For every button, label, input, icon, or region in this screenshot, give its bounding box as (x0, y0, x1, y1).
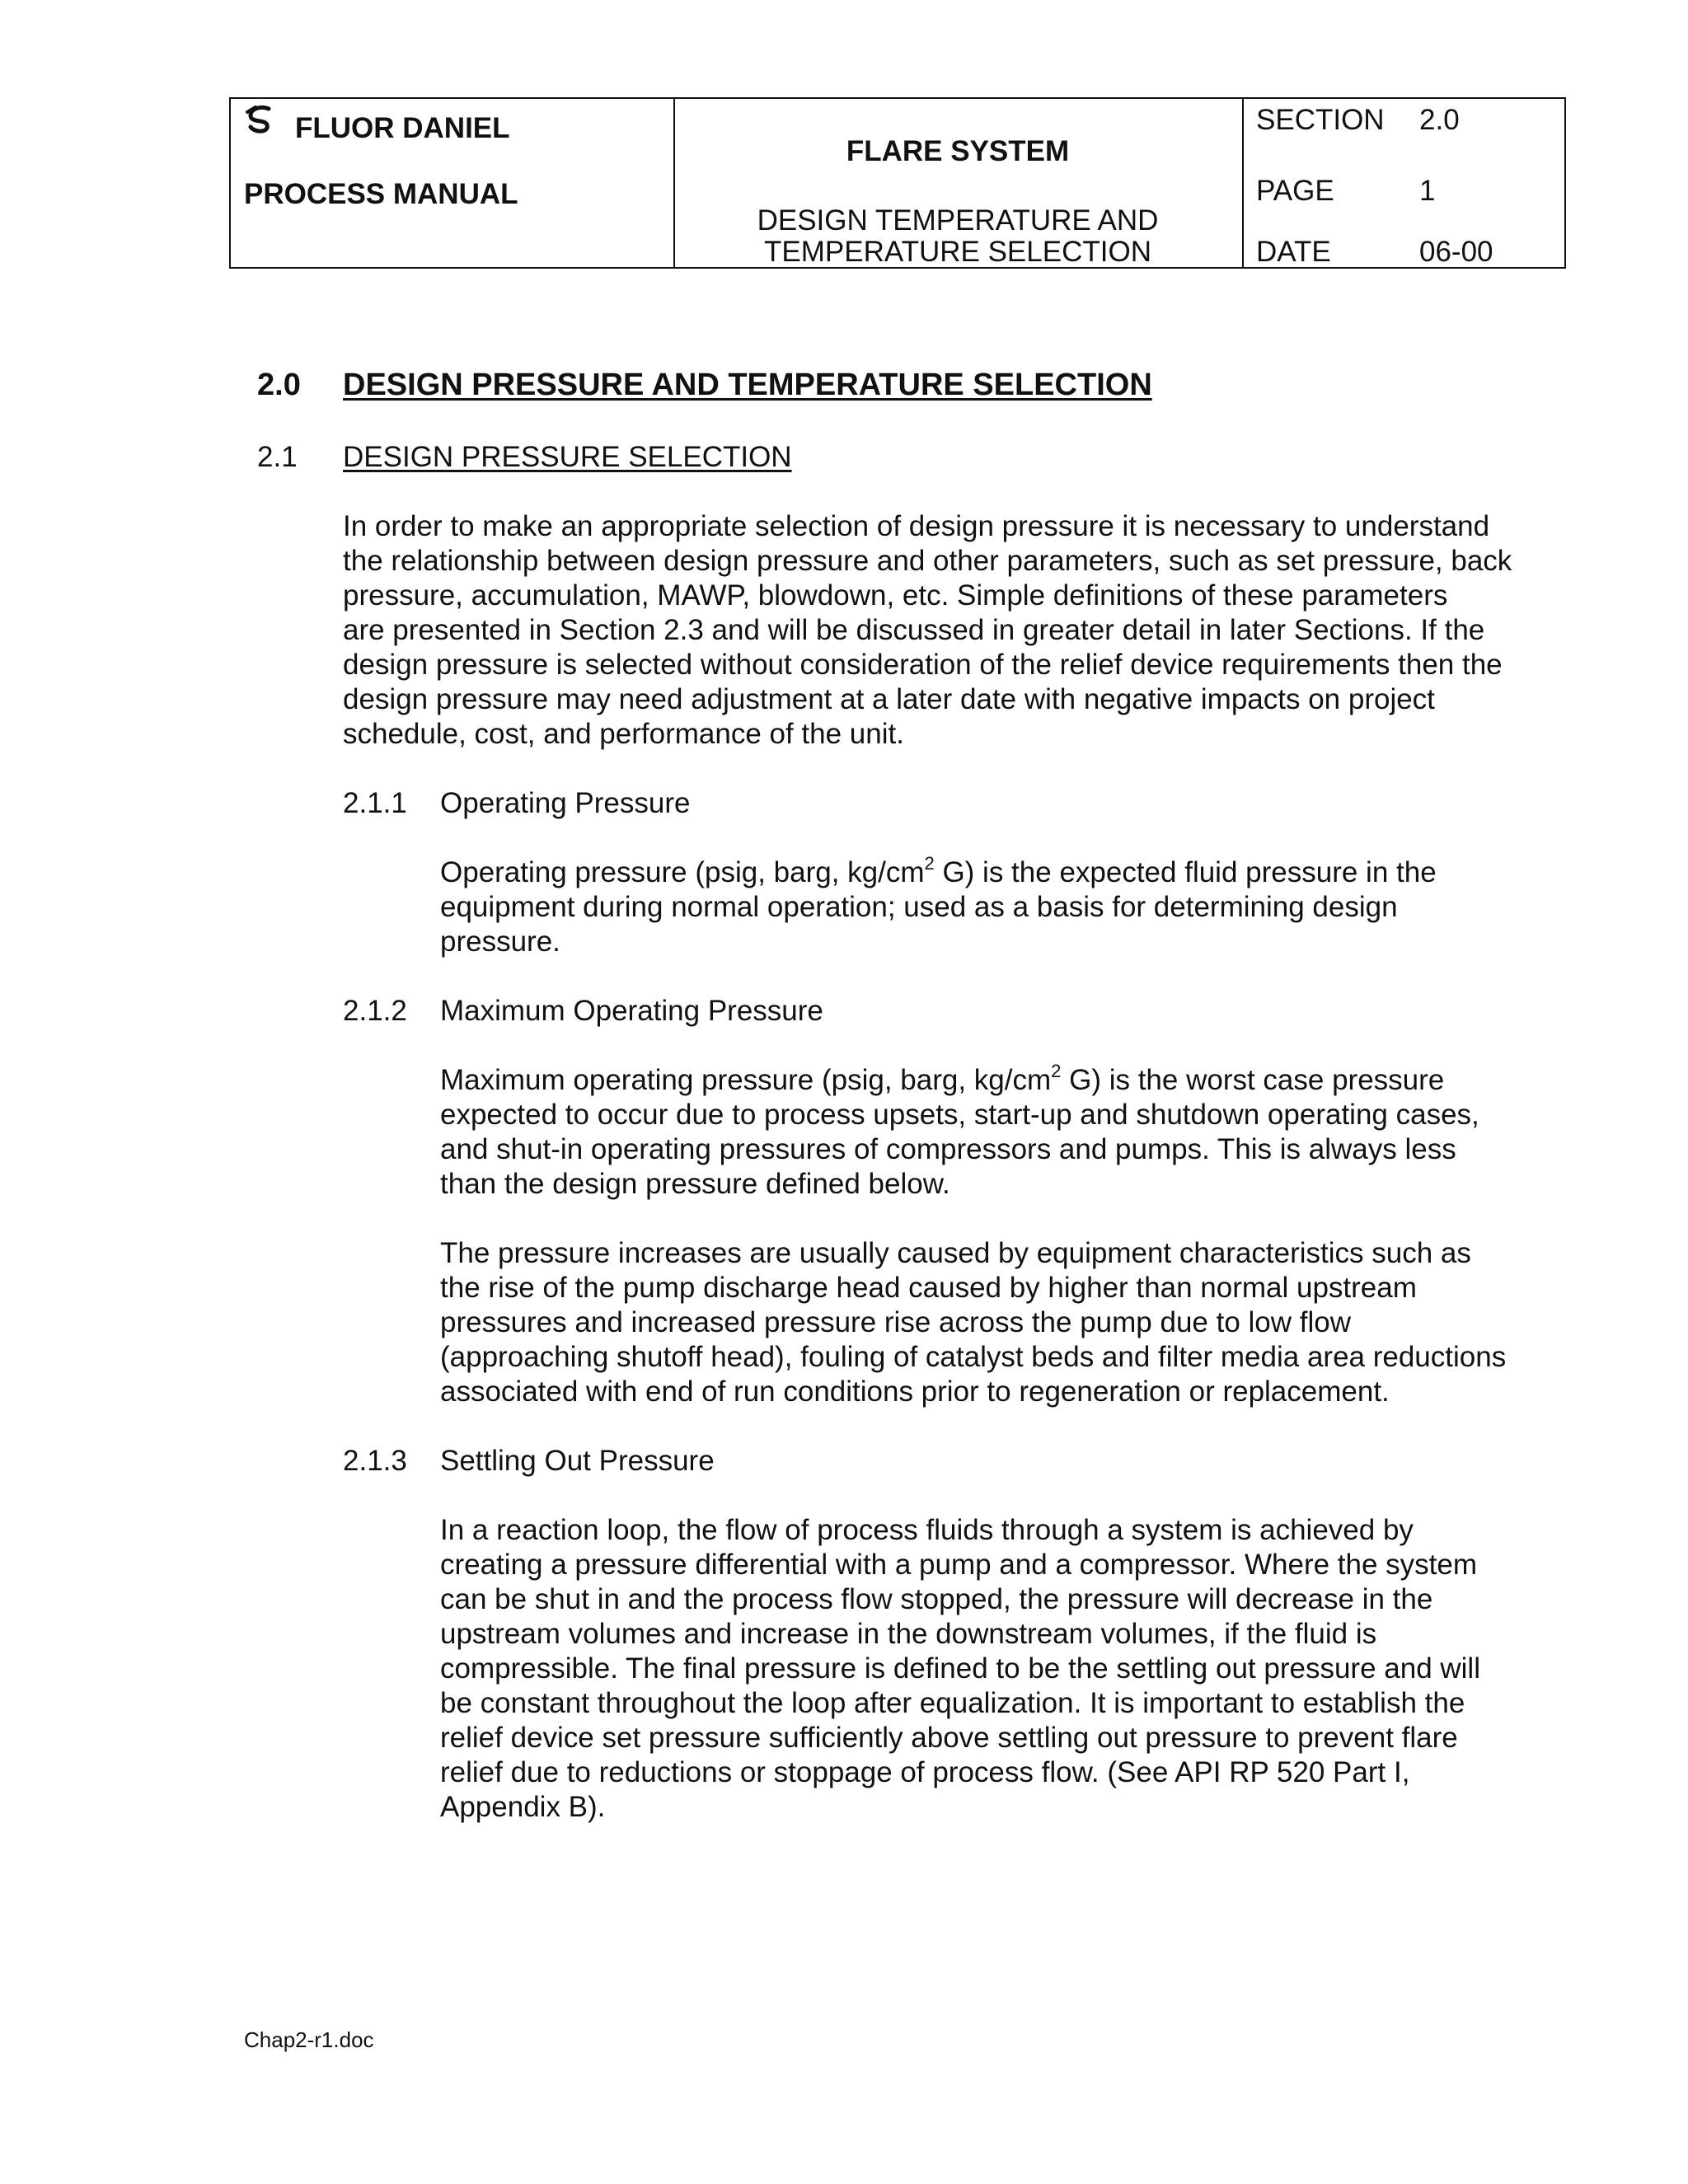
header-divider-2 (1242, 99, 1244, 267)
paragraph-line: design pressure may need adjustment at a later date with negative impacts on project (343, 683, 1435, 715)
paragraph-line: expected to occur due to process upsets, start-up and shutdown operating cases, (440, 1099, 1479, 1131)
item-number-2-1-2: 2.1.2 (343, 995, 407, 1027)
paragraph-line: the relationship between design pressure and other parameters, such as set pressure, back (343, 545, 1512, 577)
manual-name: PROCESS MANUAL (244, 178, 518, 210)
document-subtitle-line-1: DESIGN TEMPERATURE AND (757, 204, 1159, 237)
paragraph-line: In a reaction loop, the flow of process fluids through a system is achieved by (440, 1514, 1414, 1546)
fluor-daniel-logo-icon (244, 104, 277, 137)
item-title-maximum-operating-pressure: Maximum Operating Pressure (440, 995, 823, 1027)
paragraph-line: design pressure is selected without consideration of the relief device requirements then the (343, 649, 1503, 681)
paragraph-line: associated with end of run conditions prior to regeneration or replacement. (440, 1376, 1390, 1408)
paragraph-line: creating a pressure differential with a pump and a compressor. Where the system (440, 1549, 1478, 1581)
paragraph-line: In order to make an appropriate selection of design pressure it is necessary to understand (343, 510, 1490, 542)
paragraph-line: the rise of the pump discharge head caused by higher than normal upstream (440, 1272, 1417, 1304)
date-label: DATE (1256, 236, 1331, 268)
operating-pressure-paragraph (440, 855, 1437, 959)
section-label: SECTION (1256, 104, 1385, 136)
paragraph-line: can be shut in and the process flow stopped, the pressure will decrease in the (440, 1583, 1433, 1615)
intro-paragraph (343, 509, 1512, 752)
company-name: FLUOR DANIEL (295, 112, 510, 144)
paragraph-line: pressure. (440, 926, 560, 958)
item-title-settling-out-pressure: Settling Out Pressure (440, 1445, 715, 1477)
section-number: 2.0 (257, 368, 301, 402)
item-number-2-1-3: 2.1.3 (343, 1445, 407, 1477)
paragraph-line: Maximum operating pressure (psig, barg, $kg/cm^2$ G) is the worst case pressure (440, 1061, 1445, 1096)
subsection-number: 2.1 (257, 441, 298, 473)
page-label: PAGE (1256, 175, 1334, 207)
paragraph-line: than the design pressure defined below. (440, 1168, 950, 1200)
paragraph-line: Operating pressure (psig, barg, $kg/cm^2$ G) is the expected fluid pressure in the (440, 853, 1437, 888)
paragraph-line: Appendix B). (440, 1791, 606, 1823)
date-value: 06-00 (1419, 236, 1493, 268)
paragraph-line: pressure, accumulation, MAWP, blowdown, etc. Simple definitions of these parameters (343, 579, 1448, 612)
document-title: FLARE SYSTEM (846, 135, 1070, 167)
pressure-increase-paragraph (440, 1236, 1506, 1409)
section-value: 2.0 (1419, 104, 1460, 136)
settling-out-pressure-paragraph (440, 1513, 1480, 1825)
paragraph-line: schedule, cost, and performance of the unit. (343, 718, 904, 750)
paragraph-line: be constant throughout the loop after equalization. It is important to establish the (440, 1687, 1465, 1719)
paragraph-line: equipment during normal operation; used as a basis for determining design (440, 891, 1398, 923)
paragraph-line: are presented in Section 2.3 and will be discussed in greater detail in later Sections. If the (343, 614, 1485, 646)
paragraph-line: The pressure increases are usually caused by equipment characteristics such as (440, 1237, 1471, 1269)
section-title: DESIGN PRESSURE AND TEMPERATURE SELECTION (343, 368, 1152, 402)
paragraph-line: relief due to reductions or stoppage of process flow. (See API RP 520 Part I, (440, 1756, 1410, 1788)
paragraph-line: upstream volumes and increase in the downstream volumes, if the fluid is (440, 1618, 1377, 1650)
superscript: 2 (924, 853, 935, 874)
document-header (229, 97, 1566, 269)
maximum-operating-pressure-paragraph (440, 1063, 1479, 1202)
superscript: 2 (1051, 1061, 1062, 1082)
footer-filename: Chap2-r1.doc (244, 2027, 374, 2052)
subsection-title: DESIGN PRESSURE SELECTION (343, 441, 792, 473)
paragraph-line: pressures and increased pressure rise across the pump due to low flow (440, 1306, 1351, 1338)
item-number-2-1-1: 2.1.1 (343, 787, 407, 819)
item-title-operating-pressure: Operating Pressure (440, 787, 691, 819)
paragraph-line: compressible. The final pressure is defined to be the settling out pressure and will (440, 1652, 1480, 1685)
paragraph-line: relief device set pressure sufficiently above settling out pressure to prevent flare (440, 1722, 1458, 1754)
paragraph-line: (approaching shutoff head), fouling of catalyst beds and filter media area reductions (440, 1341, 1507, 1373)
page-value: 1 (1419, 175, 1436, 207)
document-subtitle-line-2: TEMPERATURE SELECTION (764, 236, 1151, 268)
paragraph-line: and shut-in operating pressures of compressors and pumps. This is always less (440, 1133, 1456, 1165)
